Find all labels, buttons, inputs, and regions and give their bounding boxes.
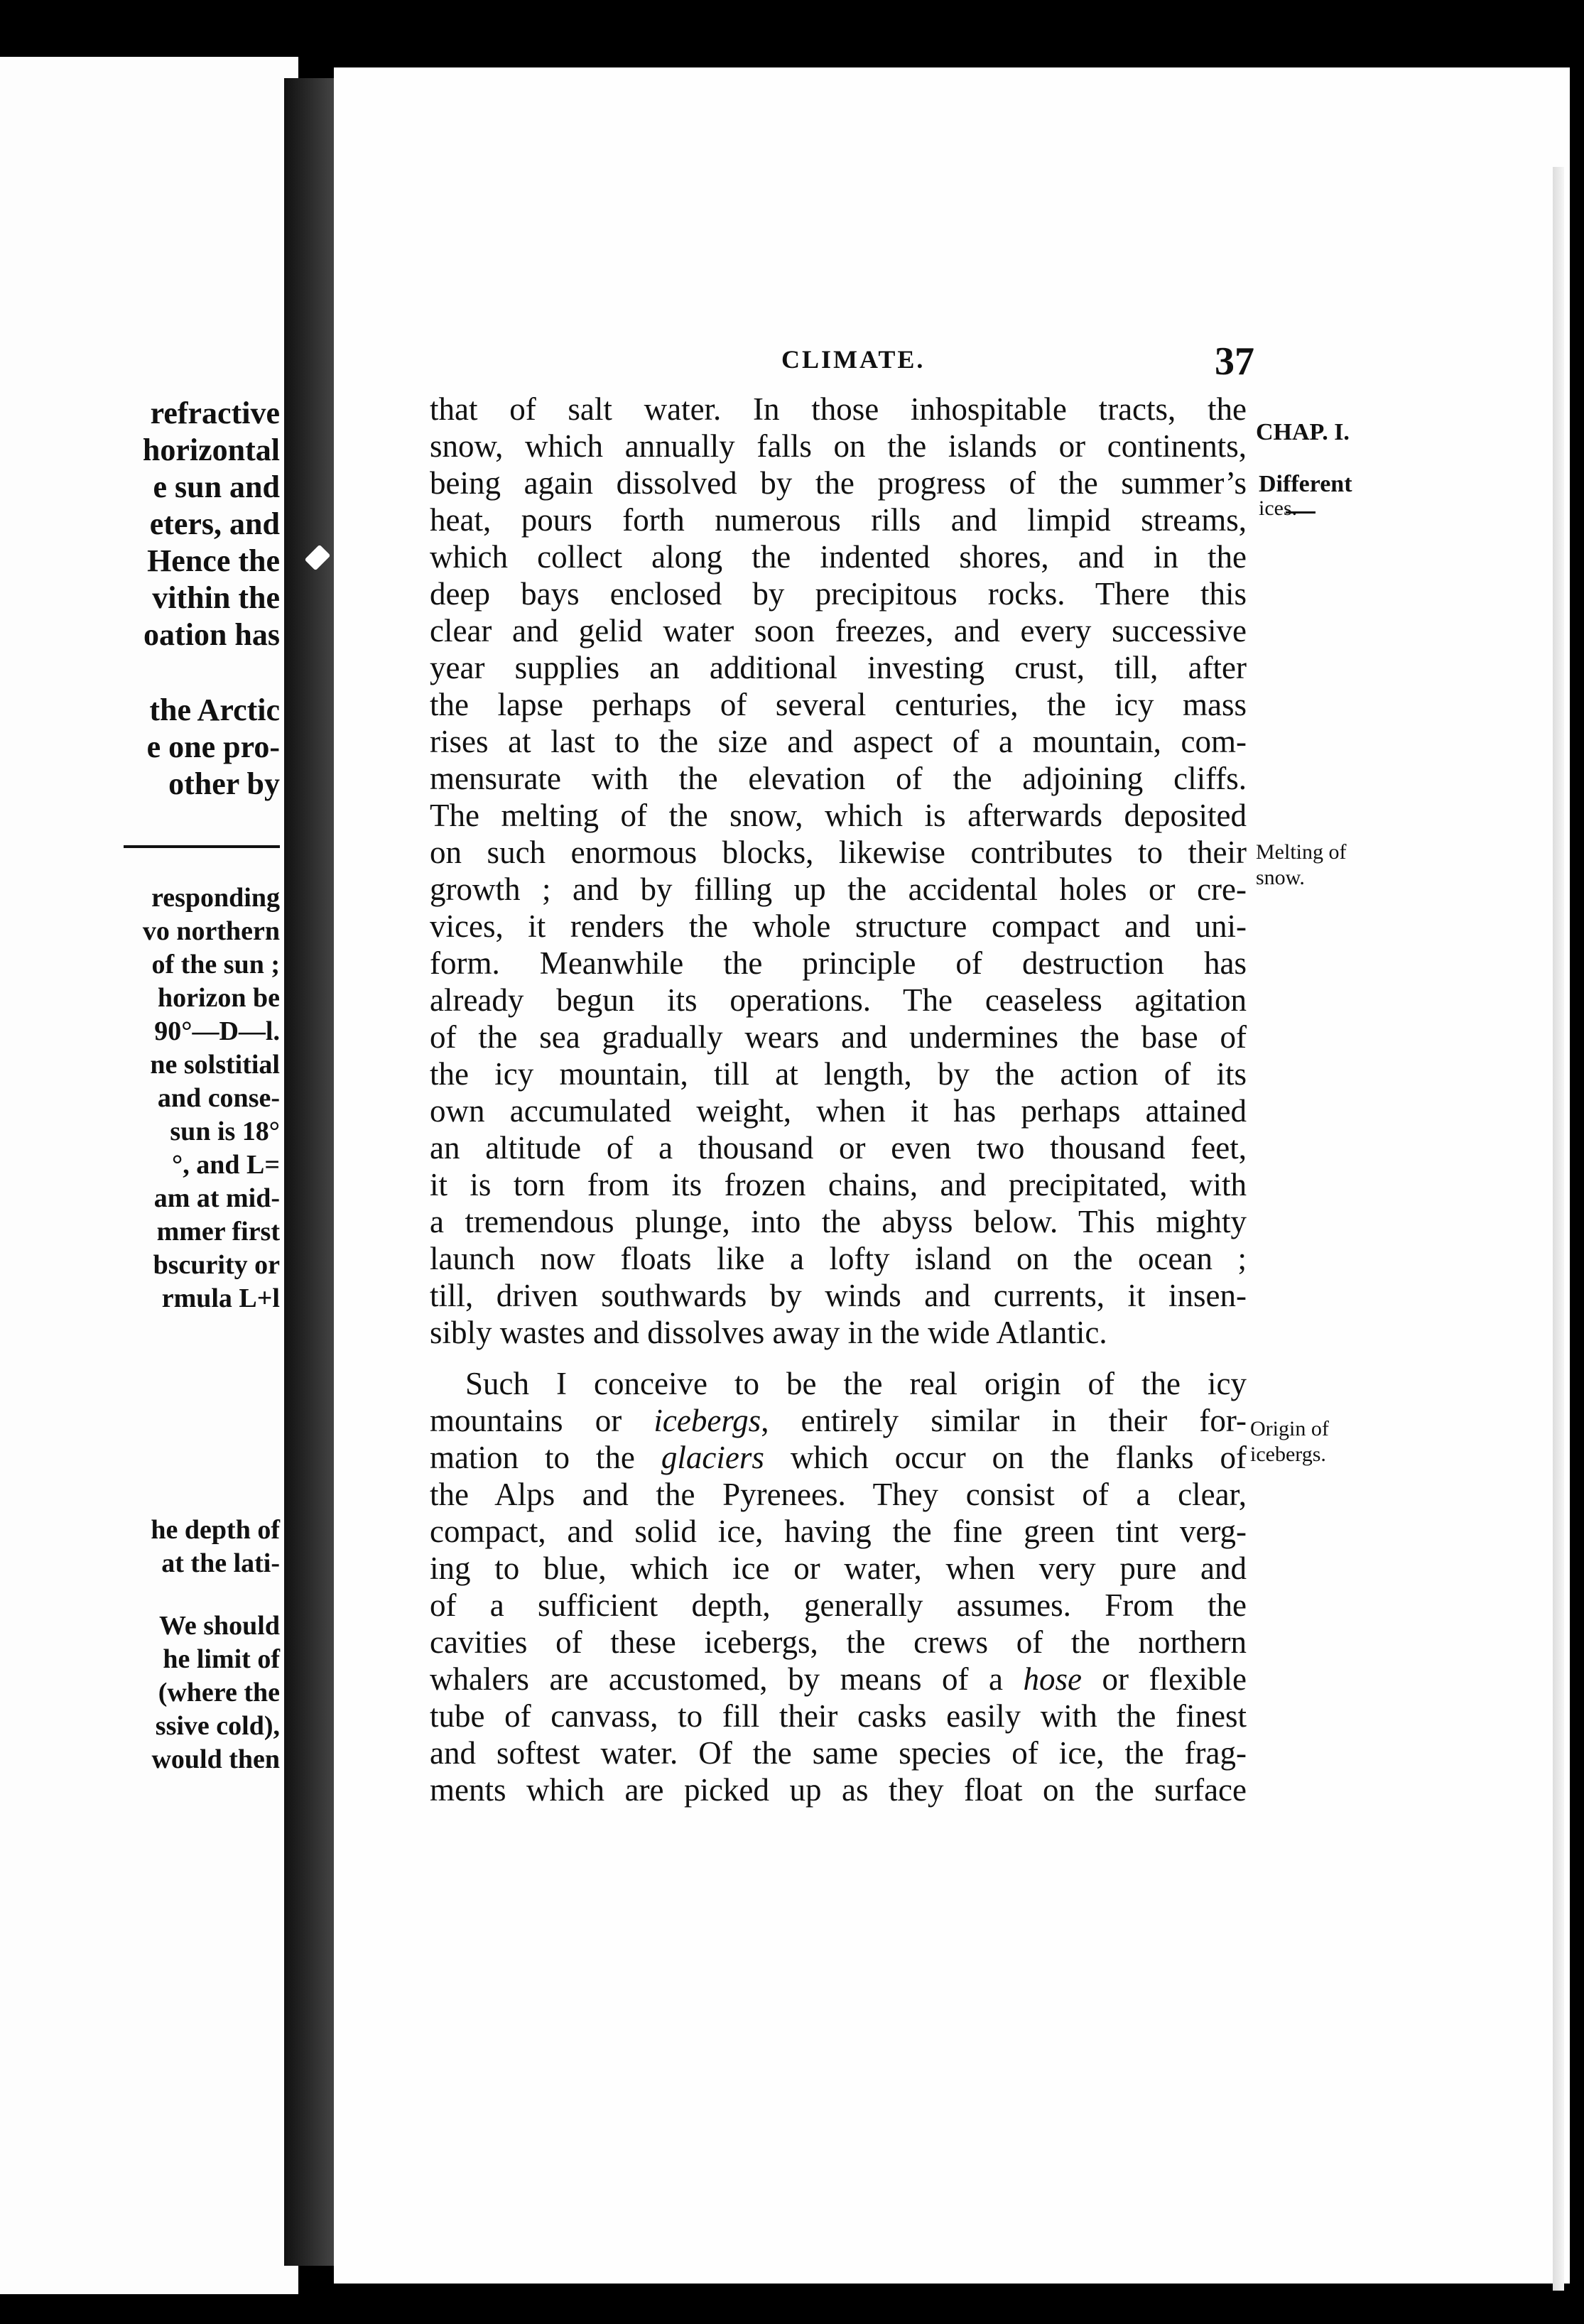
text-line: on such enormous blocks, likewise contributes to their bbox=[430, 835, 1247, 870]
left-line: am at mid- bbox=[153, 1183, 280, 1213]
text-line: and softest water. Of the same species of ice, the frag- bbox=[430, 1735, 1247, 1771]
text-line: which collect along the indented shores, and in the bbox=[430, 539, 1247, 575]
left-line: We should bbox=[158, 1611, 280, 1641]
left-line: mmer first bbox=[156, 1217, 280, 1247]
text-line: sibly wastes and dissolves away in the wide Atlantic. bbox=[430, 1315, 1107, 1350]
italic-term: hose bbox=[1023, 1661, 1083, 1697]
page-number: 37 bbox=[1215, 340, 1254, 384]
left-line: he depth of bbox=[151, 1515, 280, 1545]
text-line: the Alps and the Pyrenees. They consist of a clear, bbox=[430, 1477, 1247, 1512]
left-line: bscurity or bbox=[153, 1250, 280, 1280]
text-line: that of salt water. In those inhospitable tracts, the bbox=[430, 391, 1247, 427]
left-line: horizon be bbox=[157, 983, 280, 1013]
left-line: 90°—D—l. bbox=[154, 1016, 280, 1046]
page-edge bbox=[1553, 167, 1564, 2291]
left-line: °, and L= bbox=[172, 1150, 280, 1180]
text-line: a tremendous plunge, into the abyss below. This mighty bbox=[430, 1204, 1247, 1239]
text-line: mation to the glaciers which occur on the flanks of bbox=[430, 1440, 1247, 1475]
text-line: till, driven southwards by winds and currents, it insen- bbox=[430, 1278, 1247, 1313]
margin-note-snow: snow. bbox=[1256, 866, 1305, 889]
margin-note-origin: Origin of bbox=[1250, 1417, 1329, 1440]
left-line: sun is 18° bbox=[170, 1117, 280, 1146]
text-line: clear and gelid water soon freezes, and every successive bbox=[430, 613, 1247, 648]
running-head: CLIMATE. bbox=[781, 345, 926, 374]
text-line: Such I conceive to be the real origin of the icy bbox=[465, 1366, 1247, 1401]
text-line: snow, which annually falls on the islands or continents, bbox=[430, 428, 1247, 464]
text-line: heat, pours forth numerous rills and limpid streams, bbox=[430, 502, 1247, 538]
text-line: mountains or icebergs, entirely similar in their for- bbox=[430, 1403, 1247, 1438]
text-line: an altitude of a thousand or even two thousand feet, bbox=[430, 1130, 1247, 1166]
text-line: deep bays enclosed by precipitous rocks. There this bbox=[430, 576, 1247, 612]
text-line: own accumulated weight, when it has perhaps attained bbox=[430, 1093, 1247, 1129]
text-line: growth ; and by filling up the accidental holes or cre- bbox=[430, 872, 1247, 907]
left-line: ne solstitial bbox=[150, 1050, 280, 1080]
margin-note-melting: Melting of bbox=[1256, 840, 1347, 864]
left-line: Hence the bbox=[147, 543, 280, 578]
left-line: ssive cold), bbox=[155, 1711, 280, 1741]
left-footnote-rule bbox=[124, 845, 280, 848]
italic-term: icebergs bbox=[653, 1403, 761, 1438]
text-line: The melting of the snow, which is afterwards deposited bbox=[430, 798, 1247, 833]
text-line: tube of canvass, to fill their casks easily with the finest bbox=[430, 1698, 1247, 1734]
text-line: being again dissolved by the progress of the summer’s bbox=[430, 465, 1247, 501]
text-line: of the sea gradually wears and undermines the base of bbox=[430, 1019, 1247, 1055]
italic-term: glaciers bbox=[661, 1440, 764, 1475]
left-line: e one pro- bbox=[146, 729, 280, 764]
text-line: ing to blue, which ice or water, when very pure and bbox=[430, 1551, 1247, 1586]
left-line: e sun and bbox=[153, 469, 280, 504]
text-line: mensurate with the elevation of the adjoining cliffs. bbox=[430, 761, 1247, 796]
text-line: the lapse perhaps of several centuries, the icy mass bbox=[430, 687, 1247, 722]
margin-note-chapter: CHAP. I. bbox=[1256, 419, 1350, 445]
left-line: he limit of bbox=[163, 1644, 280, 1674]
book-page bbox=[334, 67, 1570, 2284]
text-line: compact, and solid ice, having the fine green tint verg- bbox=[430, 1514, 1247, 1549]
left-line: rmula L+l bbox=[161, 1283, 280, 1313]
text-line: year supplies an additional investing crust, till, after bbox=[430, 650, 1247, 685]
left-line: (where the bbox=[158, 1678, 280, 1707]
left-line: at the lati- bbox=[161, 1548, 280, 1578]
text-line: vices, it renders the whole structure compact and uni- bbox=[430, 908, 1247, 944]
margin-note-icebergs: icebergs. bbox=[1250, 1443, 1326, 1466]
left-line: horizontal bbox=[142, 433, 280, 467]
left-line: refractive bbox=[150, 396, 280, 430]
margin-note-different: Different bbox=[1259, 471, 1352, 497]
book-gutter bbox=[284, 78, 334, 2266]
text-line: cavities of these icebergs, the crews of the northern bbox=[430, 1624, 1247, 1660]
text-line: of a sufficient depth, generally assumes. From the bbox=[430, 1587, 1247, 1623]
text-line: form. Meanwhile the principle of destruction has bbox=[430, 945, 1247, 981]
text-line: whalers are accustomed, by means of a hose or flexible bbox=[430, 1661, 1247, 1697]
left-line: of the sun ; bbox=[151, 950, 280, 979]
left-line: and conse- bbox=[157, 1083, 280, 1113]
text-line: the icy mountain, till at length, by the action of its bbox=[430, 1056, 1247, 1092]
left-line: other by bbox=[168, 766, 280, 801]
left-line: eters, and bbox=[149, 506, 280, 541]
left-line: responding bbox=[151, 883, 280, 913]
left-line: oation has bbox=[143, 617, 280, 652]
left-line: the Arctic bbox=[149, 693, 280, 727]
margin-note-ices: ices. bbox=[1259, 496, 1298, 520]
text-line: ments which are picked up as they float on the surface bbox=[430, 1772, 1247, 1808]
left-line: vo northern bbox=[142, 916, 280, 946]
left-line: would then bbox=[151, 1744, 280, 1774]
previous-page-fragment bbox=[0, 57, 298, 2294]
text-line: already begun its operations. The ceaseless agitation bbox=[430, 982, 1247, 1018]
text-line: rises at last to the size and aspect of a mountain, com- bbox=[430, 724, 1247, 759]
left-line: vithin the bbox=[152, 580, 280, 615]
text-line: launch now floats like a lofty island on the ocean ; bbox=[430, 1241, 1247, 1276]
text-line: it is torn from its frozen chains, and precipitated, with bbox=[430, 1167, 1247, 1202]
